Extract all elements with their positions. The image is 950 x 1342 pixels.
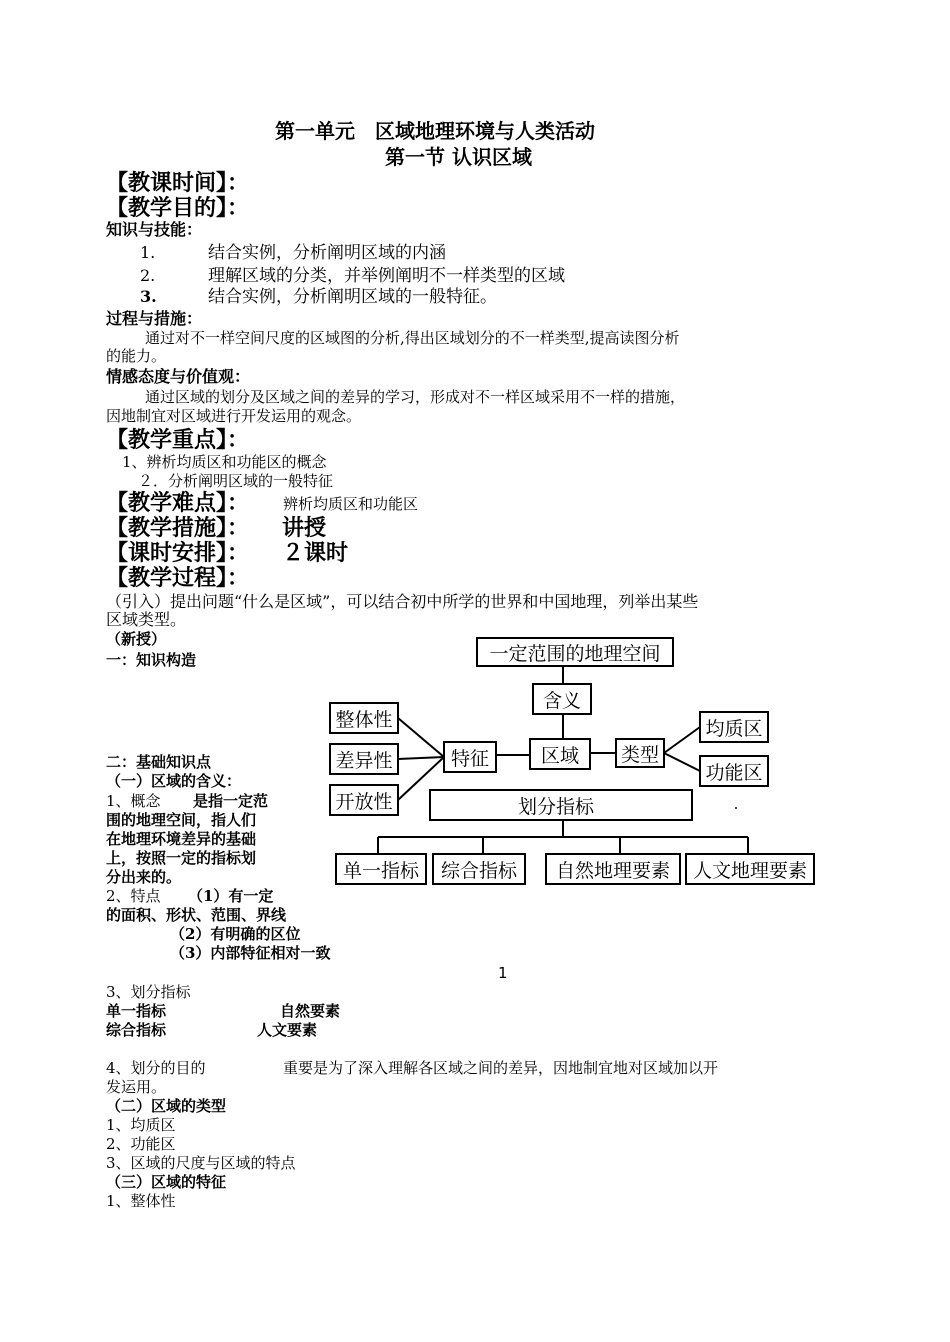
- intro-line-2: 区域类型。: [106, 610, 187, 629]
- concept-line-5: 分出来的。: [106, 868, 182, 886]
- label-region: 区域: [540, 745, 580, 767]
- concept-line-4: 上，按照一定的指标划: [106, 849, 257, 867]
- label-knowledge: 知识与技能：: [106, 220, 203, 239]
- goal-num-2: 2.: [140, 266, 156, 285]
- feature-3: （3）内部特征相对一致: [170, 944, 331, 962]
- process-line-1: 通过对不一样空间尺度的区域图的分析,得出区域划分的不一样类型,提高读图分析: [145, 329, 680, 347]
- label-feature: 特征: [450, 748, 490, 770]
- emotion-line-1: 通过区域的划分及区域之间的差异的学习，形成对不一样区域采用不一样的措施，: [145, 388, 686, 406]
- label-type: 类型: [620, 744, 660, 766]
- intro-line-1: （引入）提出问题“什么是区域”，可以结合初中所学的世界和中国地理，列举出某些: [106, 592, 699, 611]
- new-lesson-label: （新授）: [106, 630, 167, 648]
- difficulty-value: 辨析均质区和功能区: [283, 495, 419, 513]
- key-item-1: 1、辨析均质区和功能区的概念: [122, 453, 327, 471]
- feature-1a: （1）有一定: [188, 887, 274, 905]
- index-comp: 综合指标: [106, 1021, 167, 1039]
- type-2: 2、功能区: [106, 1135, 176, 1153]
- goal-item-1: 结合实例，分析阐明区域的内涵: [208, 243, 446, 263]
- purpose-label: 4、划分的目的: [106, 1059, 206, 1077]
- subsection-features: （三）区域的特征: [106, 1173, 227, 1191]
- goal-item-2: 理解区域的分类，并举例阐明不一样类型的区域: [208, 266, 565, 286]
- heading-method: 【教学措施】：: [106, 515, 250, 541]
- purpose-line-2: 发运用。: [106, 1078, 167, 1096]
- basics-title: 二：基础知识点: [106, 753, 212, 771]
- purpose-line-1: 重要是为了深入理解各区域之间的差异，因地制宜地对区域加以开: [283, 1059, 719, 1077]
- process-line-2: 的能力。: [106, 347, 167, 365]
- label-homo: 均质区: [705, 718, 763, 740]
- unit-title: 第一单元 区域地理环境与人类活动: [275, 119, 595, 143]
- label-index: 划分指标: [517, 796, 595, 818]
- emotion-line-2: 因地制宜对区域进行开发运用的观念。: [106, 407, 362, 425]
- goal-item-3: 结合实例，分析阐明区域的一般特征。: [208, 287, 497, 307]
- subsection-types: （二）区域的类型: [106, 1097, 227, 1115]
- label-single: 单一指标: [342, 860, 420, 882]
- goal-num-1: 1.: [140, 243, 156, 262]
- label-comp: 综合指标: [440, 860, 518, 882]
- label-func: 功能区: [705, 762, 763, 784]
- method-value: 讲授: [282, 515, 327, 541]
- knowledge-structure-label: 一：知识构造: [106, 651, 197, 669]
- label-nat: 自然地理要素: [555, 860, 671, 882]
- feature-whole: 1、整体性: [106, 1192, 176, 1210]
- label-geo-space: 一定范围的地理空间: [489, 643, 661, 665]
- heading-process: 【教学过程】：: [106, 565, 250, 591]
- region-concept-diagram: [320, 632, 820, 890]
- figure-number: 1: [498, 964, 508, 982]
- concept-line-1: 是指一定范: [193, 792, 269, 810]
- key-item-2: ２．分析阐明区域的一般特征: [138, 472, 334, 490]
- label-diff: 差异性: [335, 750, 393, 772]
- features-label: 2、特点: [106, 887, 161, 905]
- label-emotion: 情感态度与价值观：: [106, 367, 251, 386]
- hours-value: ２课时: [282, 540, 349, 566]
- index-natural: 自然要素: [280, 1002, 341, 1020]
- label-whole: 整体性: [335, 709, 393, 731]
- heading-time: 【教课时间】：: [106, 170, 250, 196]
- feature-1b: 的面积、形状、范围、界线: [106, 906, 287, 924]
- label-process: 过程与措施：: [106, 309, 203, 328]
- concept-line-2: 围的地理空间，指人们: [106, 811, 257, 829]
- label-meaning: 含义: [542, 690, 582, 712]
- heading-key: 【教学重点】：: [106, 427, 250, 453]
- label-open: 开放性: [335, 791, 393, 813]
- heading-difficulty: 【教学难点】：: [106, 490, 250, 516]
- index-single: 单一指标: [106, 1002, 167, 1020]
- feature-2: （2）有明确的区位: [170, 925, 301, 943]
- goal-num-3: 3.: [140, 287, 157, 306]
- concept-line-3: 在地理环境差异的基础: [106, 830, 257, 848]
- concept-label: 1、概念: [106, 792, 161, 810]
- label-hum: 人文地理要素: [692, 860, 808, 882]
- heading-goal: 【教学目的】：: [106, 195, 250, 221]
- type-3: 3、区域的尺度与区域的特点: [106, 1154, 296, 1172]
- subsection-meaning: （一）区域的含义：: [106, 772, 242, 790]
- type-1: 1、均质区: [106, 1116, 176, 1134]
- index-label: 3、划分指标: [106, 983, 191, 1001]
- index-human: 人文要素: [257, 1021, 318, 1039]
- section-title: 第一节 认识区域: [385, 145, 532, 169]
- heading-hours: 【课时安排】：: [106, 540, 250, 566]
